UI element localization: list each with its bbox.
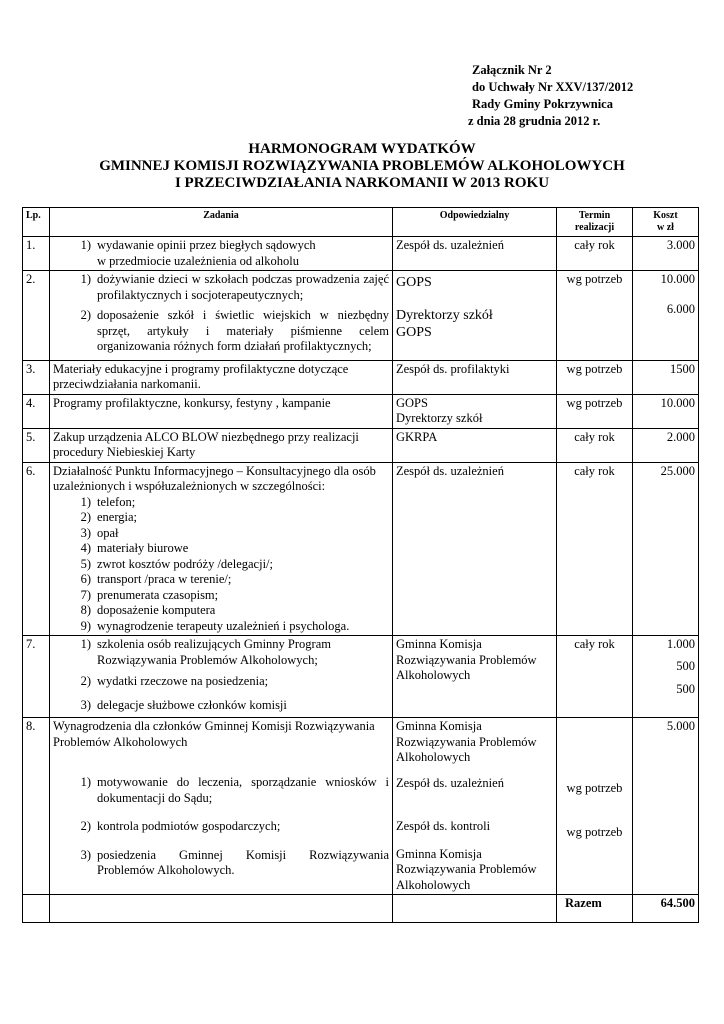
table-row bbox=[23, 271, 699, 361]
list-item-text: szkolenia osób realizujących Gminny Program Rozwiązywania Problemów Alkoholowych; bbox=[97, 637, 331, 667]
header-cost-line2: w zł bbox=[657, 222, 674, 233]
list-item bbox=[53, 848, 389, 879]
total-empty-lp bbox=[23, 895, 50, 923]
row-responsible: GKRPA bbox=[393, 428, 557, 462]
row-task bbox=[50, 462, 393, 636]
total-empty-task bbox=[50, 895, 393, 923]
list-item bbox=[53, 674, 389, 690]
list-item-text: zwrot kosztów podróży /delegacji/; bbox=[97, 556, 273, 571]
header-term-line1: Termin bbox=[578, 210, 611, 221]
responsible-gops: GOPS bbox=[396, 395, 428, 410]
responsible-gops: GOPS bbox=[396, 275, 432, 290]
row-responsible: Gminna Komisja Rozwiązywania Problemów Alkoholowych bbox=[393, 636, 557, 718]
row-task bbox=[50, 237, 393, 271]
list-item-number: 3) bbox=[80, 847, 91, 862]
table-header-row bbox=[23, 208, 699, 237]
row-lp: 4. bbox=[23, 394, 50, 428]
list-item bbox=[53, 698, 389, 714]
list-item bbox=[53, 308, 389, 355]
row-lp: 2. bbox=[23, 271, 50, 361]
header-cost bbox=[633, 208, 699, 237]
row-lp: 3. bbox=[23, 360, 50, 394]
list-item-text: materiały biurowe bbox=[97, 541, 189, 555]
cost-value-2: 500 bbox=[676, 658, 695, 673]
list-item-number: 4) bbox=[80, 541, 91, 555]
list-item-number: 1) bbox=[80, 272, 91, 286]
header-cost-line1: Koszt bbox=[653, 210, 678, 221]
list-item-text: posiedzenia Gminnej Komisji Rozwiązywania Problemów Alkoholowych. bbox=[97, 847, 389, 877]
row-cost: 10.000 bbox=[633, 394, 699, 428]
term-value-2: wg potrzeb bbox=[566, 824, 623, 839]
list-item bbox=[53, 557, 389, 573]
row-responsible bbox=[393, 394, 557, 428]
header-lp: Lp. bbox=[23, 208, 50, 237]
table-row bbox=[23, 718, 699, 895]
annex-date: z dnia 28 grudnia 2012 r. bbox=[468, 114, 601, 128]
responsible-commission: Gminna Komisja Rozwiązywania Problemów Alkoholowych bbox=[396, 719, 537, 764]
row-term: wg potrzeb bbox=[557, 394, 633, 428]
table-row bbox=[23, 360, 699, 394]
row-cost: 1500 bbox=[633, 360, 699, 394]
cost-value-2: 6.000 bbox=[666, 301, 695, 316]
list-item bbox=[53, 819, 389, 835]
list-item bbox=[53, 603, 389, 619]
row-term: wg potrzeb bbox=[557, 271, 633, 361]
list-item bbox=[53, 495, 389, 511]
responsible-gops-2: GOPS bbox=[396, 325, 432, 340]
list-item-text: delegacje służbowe członków komisji bbox=[97, 697, 287, 712]
list-item-text: kontrola podmiotów gospodarczych; bbox=[97, 819, 281, 833]
task-description: Wynagrodzenia dla członków Gminnej Komisji Rozwiązywania Problemów Alkoholowych bbox=[53, 719, 375, 749]
row-lp: 1. bbox=[23, 237, 50, 271]
responsible-school-directors: Dyrektorzy szkół bbox=[396, 308, 493, 323]
expense-schedule-table bbox=[22, 207, 699, 923]
list-item-number: 7) bbox=[80, 587, 91, 602]
term-value-1: wg potrzeb bbox=[566, 781, 623, 795]
list-item-number: 9) bbox=[80, 618, 91, 633]
header-term-line2: realizacji bbox=[574, 222, 615, 233]
row-lp: 5. bbox=[23, 428, 50, 462]
header-responsible: Odpowiedzialny bbox=[393, 208, 557, 237]
header-tasks: Zadania bbox=[50, 208, 393, 237]
row-cost bbox=[633, 271, 699, 361]
list-item-text: wynagrodzenie terapeuty uzależnień i psychologa. bbox=[97, 618, 350, 633]
list-item-number: 1) bbox=[80, 775, 91, 789]
responsible-commission-2: Gminna Komisja Rozwiązywania Problemów Alkoholowych bbox=[396, 846, 537, 892]
row-cost: 5.000 bbox=[633, 718, 699, 895]
list-item bbox=[53, 510, 389, 526]
title-line-2: GMINNEJ KOMISJI ROZWIĄZYWANIA PROBLEMÓW ALKOHOLOWYCH bbox=[99, 158, 625, 174]
row-cost: 3.000 bbox=[633, 237, 699, 271]
row-responsible: Zespół ds. uzależnień bbox=[393, 462, 557, 636]
cost-value-1: 1.000 bbox=[666, 637, 695, 651]
list-item-number: 5) bbox=[80, 556, 91, 571]
row-task: Zakup urządzenia ALCO BLOW niezbędnego przy realizacji procedury Niebieskiej Karty bbox=[50, 428, 393, 462]
cost-value-1: 10.000 bbox=[660, 272, 695, 286]
total-label: Razem bbox=[557, 895, 633, 923]
annex-header bbox=[468, 62, 634, 130]
list-item-number: 3) bbox=[80, 525, 91, 540]
row-responsible: Zespół ds. profilaktyki bbox=[393, 360, 557, 394]
list-item-text: wydawanie opinii przez biegłych sądowych bbox=[97, 238, 316, 252]
responsible-control-team: Zespół ds. kontroli bbox=[396, 819, 491, 833]
row-responsible bbox=[393, 718, 557, 895]
list-item-number: 1) bbox=[80, 637, 91, 651]
table-row bbox=[23, 237, 699, 271]
responsible-addiction-team: Zespół ds. uzależnień bbox=[396, 775, 504, 790]
list-item-text: doposażenie szkół i świetlic wiejskich w niezbędny sprzęt, artykuły i materiały piśmienne celem organizowania różnych form działań profilaktycznych; bbox=[97, 308, 389, 353]
total-value: 64.500 bbox=[633, 895, 699, 923]
list-item bbox=[53, 526, 389, 542]
row-term: cały rok bbox=[557, 462, 633, 636]
list-item-number: 2) bbox=[80, 819, 91, 833]
row-cost bbox=[633, 636, 699, 718]
row-responsible bbox=[393, 271, 557, 361]
table-row bbox=[23, 394, 699, 428]
row-term: cały rok bbox=[557, 428, 633, 462]
row-task: Programy profilaktyczne, konkursy, festyny , kampanie bbox=[50, 394, 393, 428]
header-term bbox=[557, 208, 633, 237]
list-item bbox=[53, 588, 389, 604]
list-item-text: energia; bbox=[97, 510, 138, 524]
list-item bbox=[53, 637, 389, 668]
row-term bbox=[557, 718, 633, 895]
list-item-number: 3) bbox=[80, 697, 91, 712]
annex-council: Rady Gminy Pokrzywnica bbox=[472, 97, 613, 111]
annex-resolution: do Uchwały Nr XXV/137/2012 bbox=[472, 80, 634, 94]
row-lp: 8. bbox=[23, 718, 50, 895]
document-title bbox=[0, 141, 724, 192]
annex-number: Załącznik Nr 2 bbox=[472, 63, 552, 77]
list-item-text: motywowanie do leczenia, sporządzanie wniosków i dokumentacji do Sądu; bbox=[97, 775, 389, 805]
row-task bbox=[50, 636, 393, 718]
row-term: cały rok bbox=[557, 636, 633, 718]
task-item-list bbox=[53, 495, 389, 635]
list-item bbox=[53, 541, 389, 557]
row-lp: 7. bbox=[23, 636, 50, 718]
total-empty-responsible bbox=[393, 895, 557, 923]
title-line-1: HARMONOGRAM WYDATKÓW bbox=[248, 141, 476, 157]
row-lp: 6. bbox=[23, 462, 50, 636]
responsible-school-directors: Dyrektorzy szkół bbox=[396, 411, 483, 425]
list-item-text: prenumerata czasopism; bbox=[97, 587, 219, 602]
title-line-3: I PRZECIWDZIAŁANIA NARKOMANII W 2013 ROKU bbox=[174, 175, 550, 191]
row-task: Materiały edukacyjne i programy profilaktyczne dotyczące przeciwdziałania narkomanii. bbox=[50, 360, 393, 394]
list-item bbox=[53, 619, 389, 635]
list-item-text: doposażenie komputera bbox=[97, 603, 216, 617]
list-item-number: 2) bbox=[80, 308, 91, 322]
list-item-text: telefon; bbox=[97, 494, 136, 509]
table-row bbox=[23, 428, 699, 462]
table-row bbox=[23, 462, 699, 636]
list-item-continuation: w przedmiocie uzależnienia od alkoholu bbox=[97, 253, 300, 268]
row-responsible: Zespół ds. uzależnień bbox=[393, 237, 557, 271]
total-row bbox=[23, 895, 699, 923]
list-item-number: 2) bbox=[80, 510, 91, 524]
list-item-text: opał bbox=[97, 525, 119, 540]
list-item bbox=[53, 238, 389, 254]
list-item-number: 2) bbox=[80, 674, 91, 688]
table-row bbox=[23, 636, 699, 718]
list-item-number: 6) bbox=[80, 572, 91, 586]
cost-value-3: 500 bbox=[676, 682, 695, 696]
list-item-number: 1) bbox=[80, 238, 91, 252]
row-cost: 25.000 bbox=[633, 462, 699, 636]
list-item-text: wydatki rzeczowe na posiedzenia; bbox=[97, 674, 269, 688]
task-description: Działalność Punktu Informacyjnego – Konsultacyjnego dla osób uzależnionych i współuzależnionych w szczególności: bbox=[53, 463, 376, 493]
row-term: cały rok bbox=[557, 237, 633, 271]
row-task bbox=[50, 718, 393, 895]
list-item-text: dożywianie dzieci w szkołach podczas prowadzenia zajęć profilaktycznych i socjoterapeutycznych; bbox=[97, 272, 389, 302]
row-term: wg potrzeb bbox=[557, 360, 633, 394]
list-item-number: 1) bbox=[80, 494, 91, 509]
list-item bbox=[53, 272, 389, 303]
list-item-text: transport /praca w terenie/; bbox=[97, 572, 232, 586]
list-item bbox=[53, 572, 389, 588]
row-task bbox=[50, 271, 393, 361]
list-item-number: 8) bbox=[80, 603, 91, 617]
row-cost: 2.000 bbox=[633, 428, 699, 462]
list-item bbox=[53, 775, 389, 806]
